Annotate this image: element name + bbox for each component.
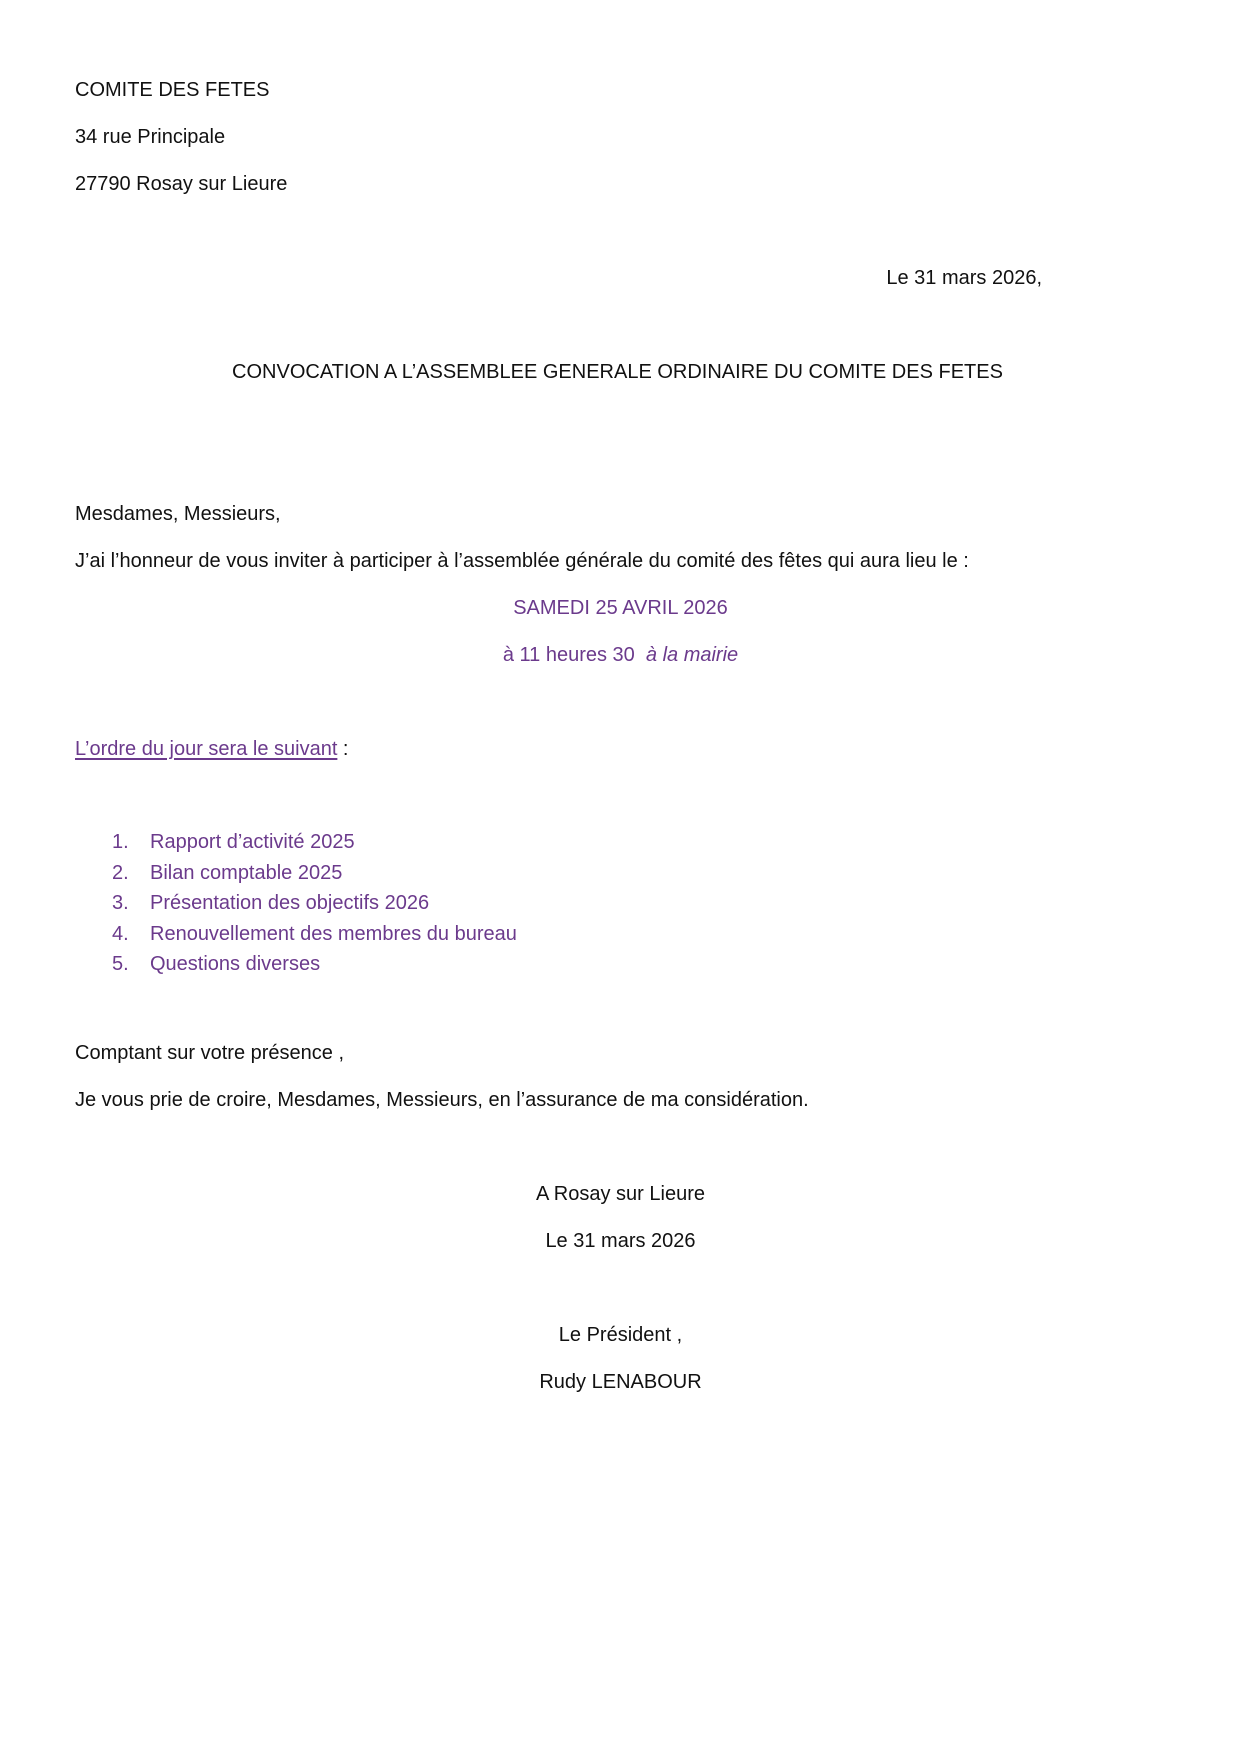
agenda-heading xyxy=(75,739,349,759)
signature-role: Le Président , xyxy=(558,1324,683,1346)
event-time-place xyxy=(0,645,1241,665)
agenda-item-label: Rapport d’activité 2025 xyxy=(150,831,355,853)
agenda-item-label: Présentation des objectifs 2026 xyxy=(150,892,430,914)
signature-name: Rudy LENABOUR xyxy=(539,1371,702,1393)
agenda-item-number: 2. xyxy=(112,861,129,884)
sender-street: 34 rue Principale xyxy=(75,126,226,148)
agenda-item-number: 1. xyxy=(112,831,129,853)
agenda-item-label: Bilan comptable 2025 xyxy=(150,861,343,884)
signature-date: Le 31 mars 2026 xyxy=(545,1230,696,1252)
sender-city: 27790 Rosay sur Lieure xyxy=(75,173,288,195)
event-time: à 11 heures 30 xyxy=(502,644,635,666)
event-date: SAMEDI 25 AVRIL 2026 xyxy=(513,597,728,619)
agenda-heading-text: L’ordre du jour sera le suivant xyxy=(75,738,338,760)
agenda-item-label: Questions diverses xyxy=(150,953,321,975)
signature-place: A Rosay sur Lieure xyxy=(536,1183,705,1205)
document-title: CONVOCATION A L’ASSEMBLEE GENERALE ORDINAIRE DU COMITE DES FETES xyxy=(232,361,1003,383)
event-place: à la mairie xyxy=(645,644,739,666)
sender-name: COMITE DES FETES xyxy=(75,79,270,101)
salutation: Mesdames, Messieurs, xyxy=(75,503,281,525)
closing-presence: Comptant sur votre présence , xyxy=(75,1042,345,1064)
agenda-item-number: 4. xyxy=(112,922,129,945)
agenda-heading-colon: : xyxy=(337,738,349,760)
agenda-item-label: Renouvellement des membres du bureau xyxy=(150,922,517,945)
invitation-text: J’ai l’honneur de vous inviter à participer à l’assemblée générale du comité des fêtes qui aura lieu le : xyxy=(75,550,969,572)
agenda-item-number: 3. xyxy=(112,892,129,914)
header-date: Le 31 mars 2026, xyxy=(886,267,1042,289)
agenda-item-number: 5. xyxy=(112,953,129,975)
closing-formula: Je vous prie de croire, Mesdames, Messieurs, en l’assurance de ma considération. xyxy=(75,1089,809,1111)
